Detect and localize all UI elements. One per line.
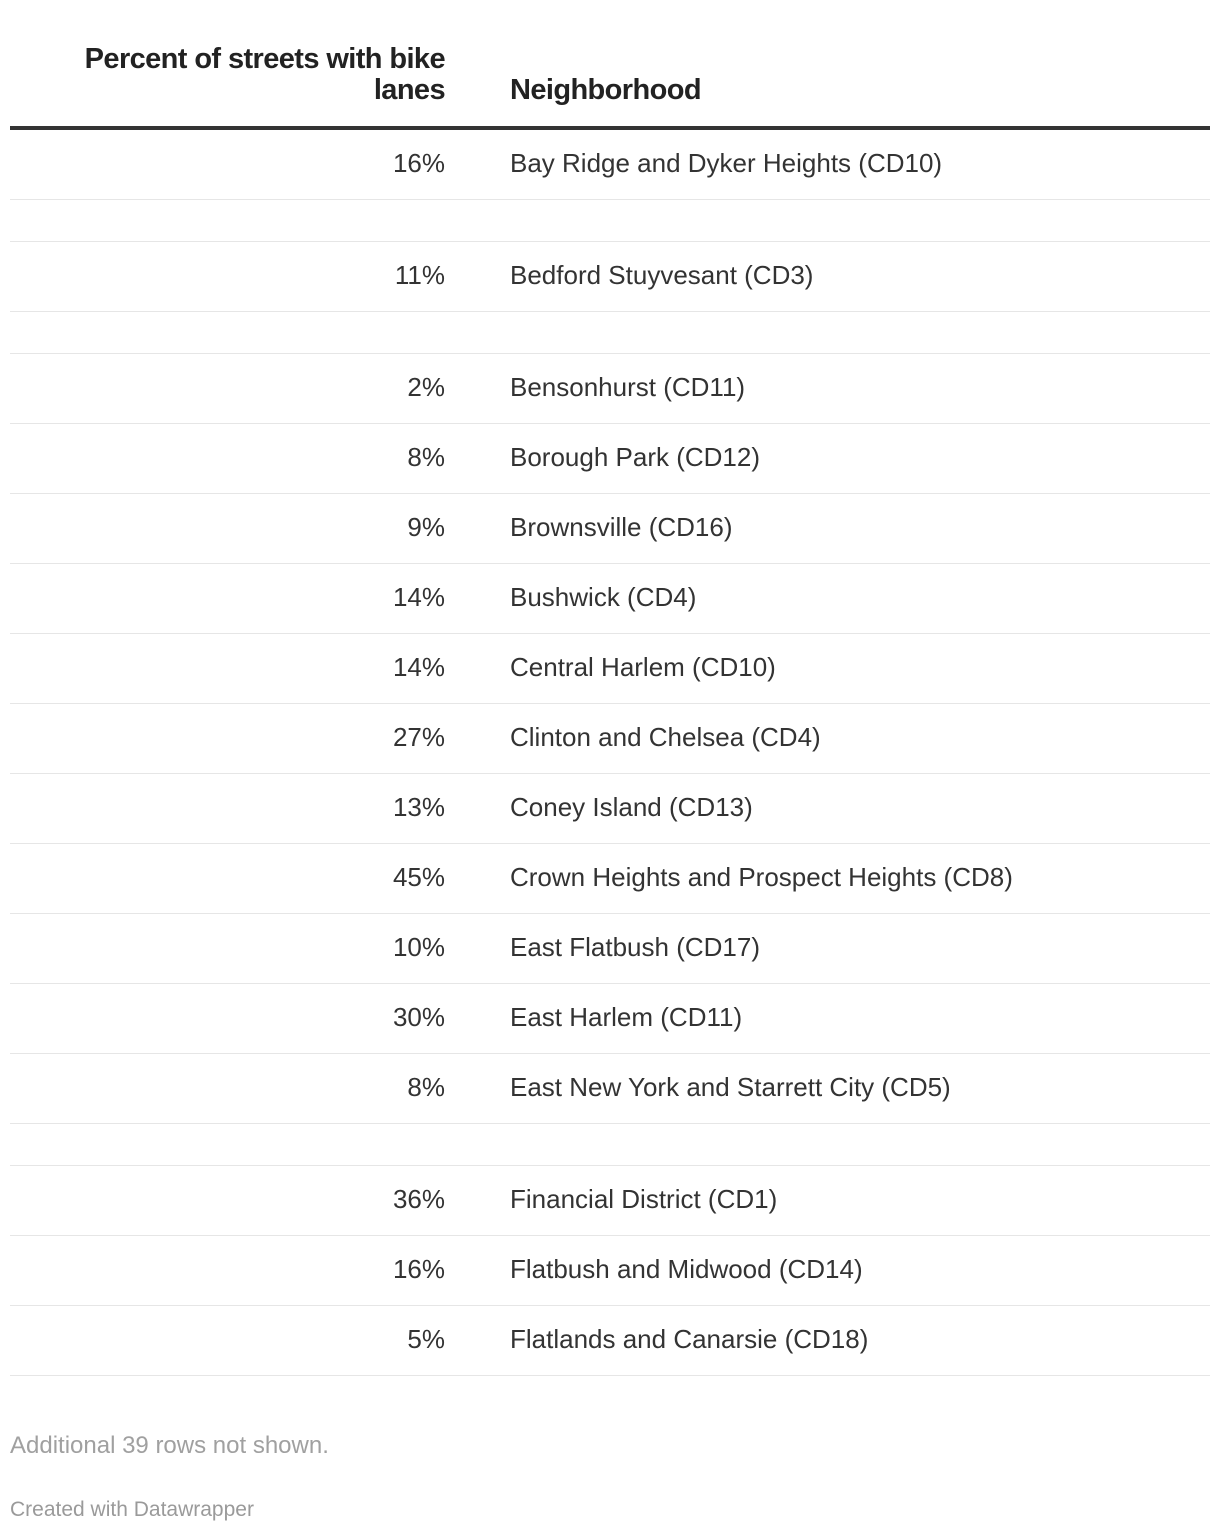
neighborhood-cell: East Harlem (CD11) xyxy=(510,1002,743,1032)
percent-cell: 10% xyxy=(392,932,445,962)
table-row xyxy=(10,564,1210,634)
percent-cell: 11% xyxy=(394,260,445,290)
neighborhood-cell: Coney Island (CD13) xyxy=(510,792,753,822)
percent-cell: 13% xyxy=(392,792,445,822)
neighborhood-cell: Central Harlem (CD10) xyxy=(510,652,776,682)
table-header xyxy=(10,0,1210,130)
table-row xyxy=(10,1306,1210,1376)
percent-cell: 14% xyxy=(392,582,445,612)
neighborhood-cell: Bay Ridge and Dyker Heights (CD10) xyxy=(510,148,943,178)
percent-cell: 9% xyxy=(407,512,445,542)
percent-cell: 36% xyxy=(392,1184,445,1214)
neighborhood-cell: Flatlands and Canarsie (CD18) xyxy=(510,1324,869,1354)
table-row xyxy=(10,984,1210,1054)
neighborhood-cell: Clinton and Chelsea (CD4) xyxy=(510,722,821,752)
table-row xyxy=(10,704,1210,774)
neighborhood-cell: Bensonhurst (CD11) xyxy=(510,372,746,402)
percent-cell: 16% xyxy=(392,1254,445,1284)
table-row xyxy=(10,130,1210,200)
neighborhood-cell: Brownsville (CD16) xyxy=(510,512,733,542)
rows-not-shown-note: Additional 39 rows not shown. xyxy=(10,1432,329,1459)
table-row xyxy=(10,844,1210,914)
neighborhood-cell: Bedford Stuyvesant (CD3) xyxy=(510,260,814,290)
percent-cell: 8% xyxy=(407,1072,445,1102)
table-row xyxy=(10,424,1210,494)
percent-cell: 5% xyxy=(407,1324,445,1354)
table-spacer-row xyxy=(10,1124,1210,1166)
neighborhood-cell: Bushwick (CD4) xyxy=(510,582,697,612)
percent-cell: 14% xyxy=(392,652,445,682)
table-row xyxy=(10,1166,1210,1236)
percent-cell: 30% xyxy=(392,1002,445,1032)
table-row xyxy=(10,774,1210,844)
percent-cell: 8% xyxy=(407,442,445,472)
table-row xyxy=(10,242,1210,312)
table-row xyxy=(10,914,1210,984)
datawrapper-credit: Created with Datawrapper xyxy=(10,1498,254,1521)
table-row xyxy=(10,494,1210,564)
percent-cell: 2% xyxy=(407,372,445,402)
percent-cell: 45% xyxy=(392,862,445,892)
table-spacer-row xyxy=(10,200,1210,242)
table-row xyxy=(10,1054,1210,1124)
table-row xyxy=(10,634,1210,704)
neighborhood-cell: East New York and Starrett City (CD5) xyxy=(510,1072,951,1102)
neighborhood-cell: Borough Park (CD12) xyxy=(510,442,760,472)
table-body xyxy=(10,130,1210,1376)
table-spacer-row xyxy=(10,312,1210,354)
column-header-neighborhood[interactable]: Neighborhood xyxy=(510,74,701,106)
column-header-percent[interactable]: Percent of streets with bike lanes xyxy=(84,43,445,106)
percent-cell: 16% xyxy=(392,148,445,178)
data-table xyxy=(10,0,1210,1376)
neighborhood-cell: Flatbush and Midwood (CD14) xyxy=(510,1254,863,1284)
percent-cell: 27% xyxy=(392,722,445,752)
neighborhood-cell: Crown Heights and Prospect Heights (CD8) xyxy=(510,862,1013,892)
table-row xyxy=(10,1236,1210,1306)
table-row xyxy=(10,354,1210,424)
neighborhood-cell: Financial District (CD1) xyxy=(510,1184,778,1214)
neighborhood-cell: East Flatbush (CD17) xyxy=(510,932,760,962)
